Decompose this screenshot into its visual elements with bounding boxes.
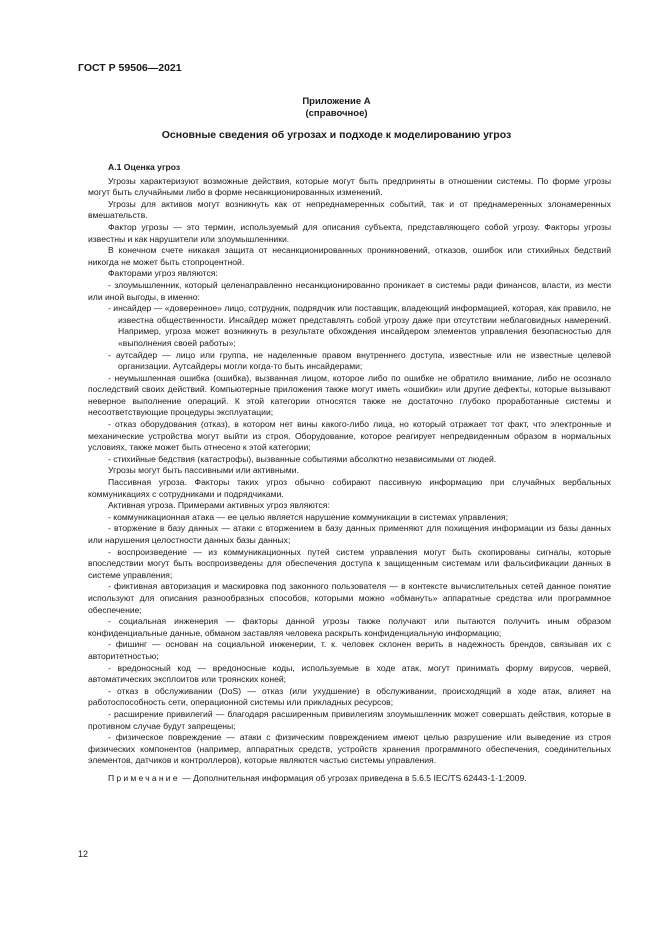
section-title: Основные сведения об угрозах и подходе к моделированию угроз [161, 129, 512, 141]
paragraph: Активная угроза. Примерами активных угроз являются: [108, 500, 330, 511]
note-text: — Дополнительная информация об угрозах приведена в 5.6.5 IEC/TS 62443-1-1:2009. [179, 772, 527, 783]
paragraph: - коммуникационная атака — ее целью является нарушение коммуникации в системах управления; [108, 511, 508, 522]
page-number: 12 [78, 849, 89, 859]
paragraph-list [88, 176, 611, 767]
paragraph: - расширение привилегий — благодаря расширенным привилегиям злоумышленник может совершать действия, которые в противном случае будут запрещены; [88, 708, 611, 731]
paragraph: - злоумышленник, который целенаправленно несанкционированно проникает в системы ради финансов, власти, из мести или иной выгоды, в именно: [88, 279, 611, 302]
paragraph: - фиктивная авторизация и маскировка под законного пользователя — в контексте вычислительных сетей данное понятие используют для описания разнообразных способов, которыми можно «обмануть» аппаратные средства или программное обеспечение; [88, 581, 611, 615]
paragraph: Факторами угроз являются: [108, 268, 218, 279]
appendix-title: Приложение А [302, 96, 371, 107]
paragraph: - воспроизведение — из коммуникационных путей систем управления могут быть скопированы сигналы, которые впоследствии могут быть воспроизведены для обеспечения доступа к защищенным системам или фальсификации данных в системе управления; [88, 546, 611, 580]
paragraph: - фишинг — основан на социальной инженерии, т. к. человек склонен верить в надежность брендов, связывая их с авторитетностью; [88, 639, 611, 661]
paragraph: - вторжение в базу данных — атаки с вторжением в базу данных применяют для похищения информации из базы данных или нарушения целостности данных базы данных; [88, 523, 611, 545]
subsection-title: А.1 Оценка угроз [108, 162, 181, 172]
paragraph: - физическое повреждение — атаки с физическим повреждением имеют целью разрушение или выведение из строя физических компонентов (например, аппаратных средств, устройств хранения программного обеспечения, соединительных элементов, датчиков и контроллеров), которые являются частью системы управления. [88, 732, 611, 766]
paragraph: - инсайдер — «доверенное» лицо, сотрудник, подрядчик или поставщик, владеющий информацией, которая, как правило, не известна общественности. Инсайдер может представлять собой угрозу даже при отсутствии неблаговидных намерений. Например, угроза может возникнуть в результате обхождения инсайдером элементов управления безопасностью для «выполнения своей работы»; [108, 303, 611, 348]
paragraph: - стихийные бедствия (катастрофы), вызванные событиями абсолютно независимыми от людей. [108, 453, 497, 464]
paragraph: Фактор угрозы — это термин, используемый для описания субъекта, представляющего собой угрозу. Факторы угрозы известны и как нарушители или злоумышленники. [88, 221, 611, 244]
paragraph: - неумышленная ошибка (ошибка), вызванная лицом, которое либо по ошибке не обратило внимание, либо не осознало последствий своих действий. Компьютерные приложения также могут иметь «ошибки» или другие дефекты, которые вызывают неверное выполнение операций. К этой категории относятся также не достаточно глубоко проработанные системы и несоответствующие процедуры эксплуатации; [88, 372, 611, 418]
paragraph: Пассивная угроза. Факторы таких угроз обычно собирают пассивную информацию при случайных вербальных коммуникациях с сотрудниками и подрядчиками. [88, 477, 611, 499]
paragraph: Угрозы характеризуют возможные действия, которые могут быть предприняты в отношении системы. По форме угрозы могут быть случайными либо в форме несанкционированных изменений. [88, 175, 611, 198]
paragraph: Угрозы могут быть пассивными или активными. [108, 465, 299, 476]
paragraph: - аутсайдер — лицо или группа, не наделенные правом внутреннего доступа, известные или не известные целевой организации. Аутсайдеры могли когда-то быть инсайдерами; [108, 349, 611, 372]
note [88, 773, 611, 785]
document-header: ГОСТ Р 59506—2021 [78, 62, 182, 74]
paragraph: - отказ оборудования (отказ), в котором нет вины какого-либо лица, но который отражает тот факт, что электронные и механические устройства могут выйти из строя. Оборудование, которое реагирует непредвиденным образом в нормальных условиях, также может быть отнесено к этой категории; [88, 419, 611, 453]
paragraph: - социальная инженерия — факторы данной угрозы также получают или пытаются получить иным образом конфиденциальные данные, обманом заставляя человека раскрыть конфиденциальную информацию; [88, 616, 611, 638]
main-content [88, 162, 611, 784]
paragraph: В конечном счете никакая защита от несанкционированных проникновений, отказов, ошибок или стихийных бедствий никогда не может быть стопроцентной. [88, 245, 611, 267]
appendix-type: (справочное) [305, 108, 368, 119]
appendix-heading [78, 96, 595, 120]
paragraph: - вредоносный код — вредоносные коды, используемые в ходе атак, могут принимать форму вирусов, червей, автоматических эксплоитов или троянских коней; [88, 662, 611, 685]
note-label: Примечание [108, 772, 180, 783]
paragraph: - отказ в обслуживании (DoS) — отказ (или ухудшение) в обслуживании, происходящий в ходе атак, влияет на работоспособность сети, операционной системы или прикладных ресурсов; [88, 685, 611, 708]
paragraph: Угрозы для активов могут возникнуть как от непреднамеренных событий, так и от преднамеренных злонамеренных вмешательств. [88, 198, 611, 221]
